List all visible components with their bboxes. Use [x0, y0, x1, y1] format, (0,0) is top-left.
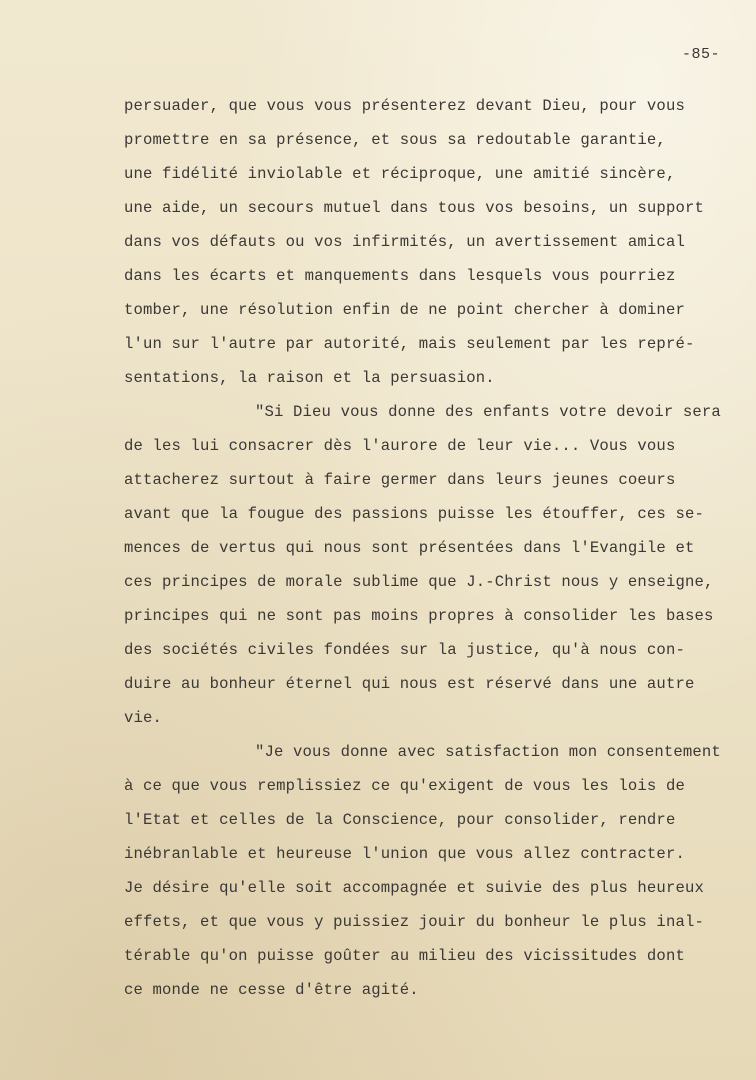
text-line: attacherez surtout à faire germer dans leurs jeunes coeurs	[124, 471, 676, 489]
text-line: des sociétés civiles fondées sur la justice, qu'à nous con-	[124, 641, 685, 659]
text-line: persuader, que vous vous présenterez devant Dieu, pour vous	[124, 97, 685, 115]
text-line: à ce que vous remplissiez ce qu'exigent de vous les lois de	[124, 777, 685, 795]
text-line: dans les écarts et manquements dans lesquels vous pourriez	[124, 267, 676, 285]
text-line: l'un sur l'autre par autorité, mais seulement par les repré-	[124, 335, 695, 353]
text-line: dans vos défauts ou vos infirmités, un avertissement amical	[124, 233, 685, 251]
text-line: mences de vertus qui nous sont présentées dans l'Evangile et	[124, 539, 695, 557]
text-line: "Je vous donne avec satisfaction mon consentement	[255, 743, 721, 761]
text-line: de les lui consacrer dès l'aurore de leur vie... Vous vous	[124, 437, 676, 455]
text-line: une fidélité inviolable et réciproque, une amitié sincère,	[124, 165, 676, 183]
text-line: promettre en sa présence, et sous sa redoutable garantie,	[124, 131, 666, 149]
text-line: une aide, un secours mutuel dans tous vos besoins, un support	[124, 199, 704, 217]
text-line: inébranlable et heureuse l'union que vous allez contracter.	[124, 845, 685, 863]
page-number: -85-	[682, 46, 721, 63]
text-line: effets, et que vous y puissiez jouir du bonheur le plus inal-	[124, 913, 704, 931]
text-line: tomber, une résolution enfin de ne point chercher à dominer	[124, 301, 685, 319]
text-line: l'Etat et celles de la Conscience, pour consolider, rendre	[124, 811, 676, 829]
text-line: avant que la fougue des passions puisse les étouffer, ces se-	[124, 505, 704, 523]
text-line: "Si Dieu vous donne des enfants votre devoir sera	[255, 403, 721, 421]
text-line: principes qui ne sont pas moins propres à consolider les bases	[124, 607, 714, 625]
text-line: ces principes de morale sublime que J.-Christ nous y enseigne,	[124, 573, 714, 591]
text-line: Je désire qu'elle soit accompagnée et suivie des plus heureux	[124, 879, 704, 897]
text-line: ce monde ne cesse d'être agité.	[124, 981, 419, 999]
text-line: sentations, la raison et la persuasion.	[124, 369, 495, 387]
text-line: duire au bonheur éternel qui nous est réservé dans une autre	[124, 675, 695, 693]
text-line: vie.	[124, 709, 163, 727]
text-line: térable qu'on puisse goûter au milieu des vicissitudes dont	[124, 947, 685, 965]
